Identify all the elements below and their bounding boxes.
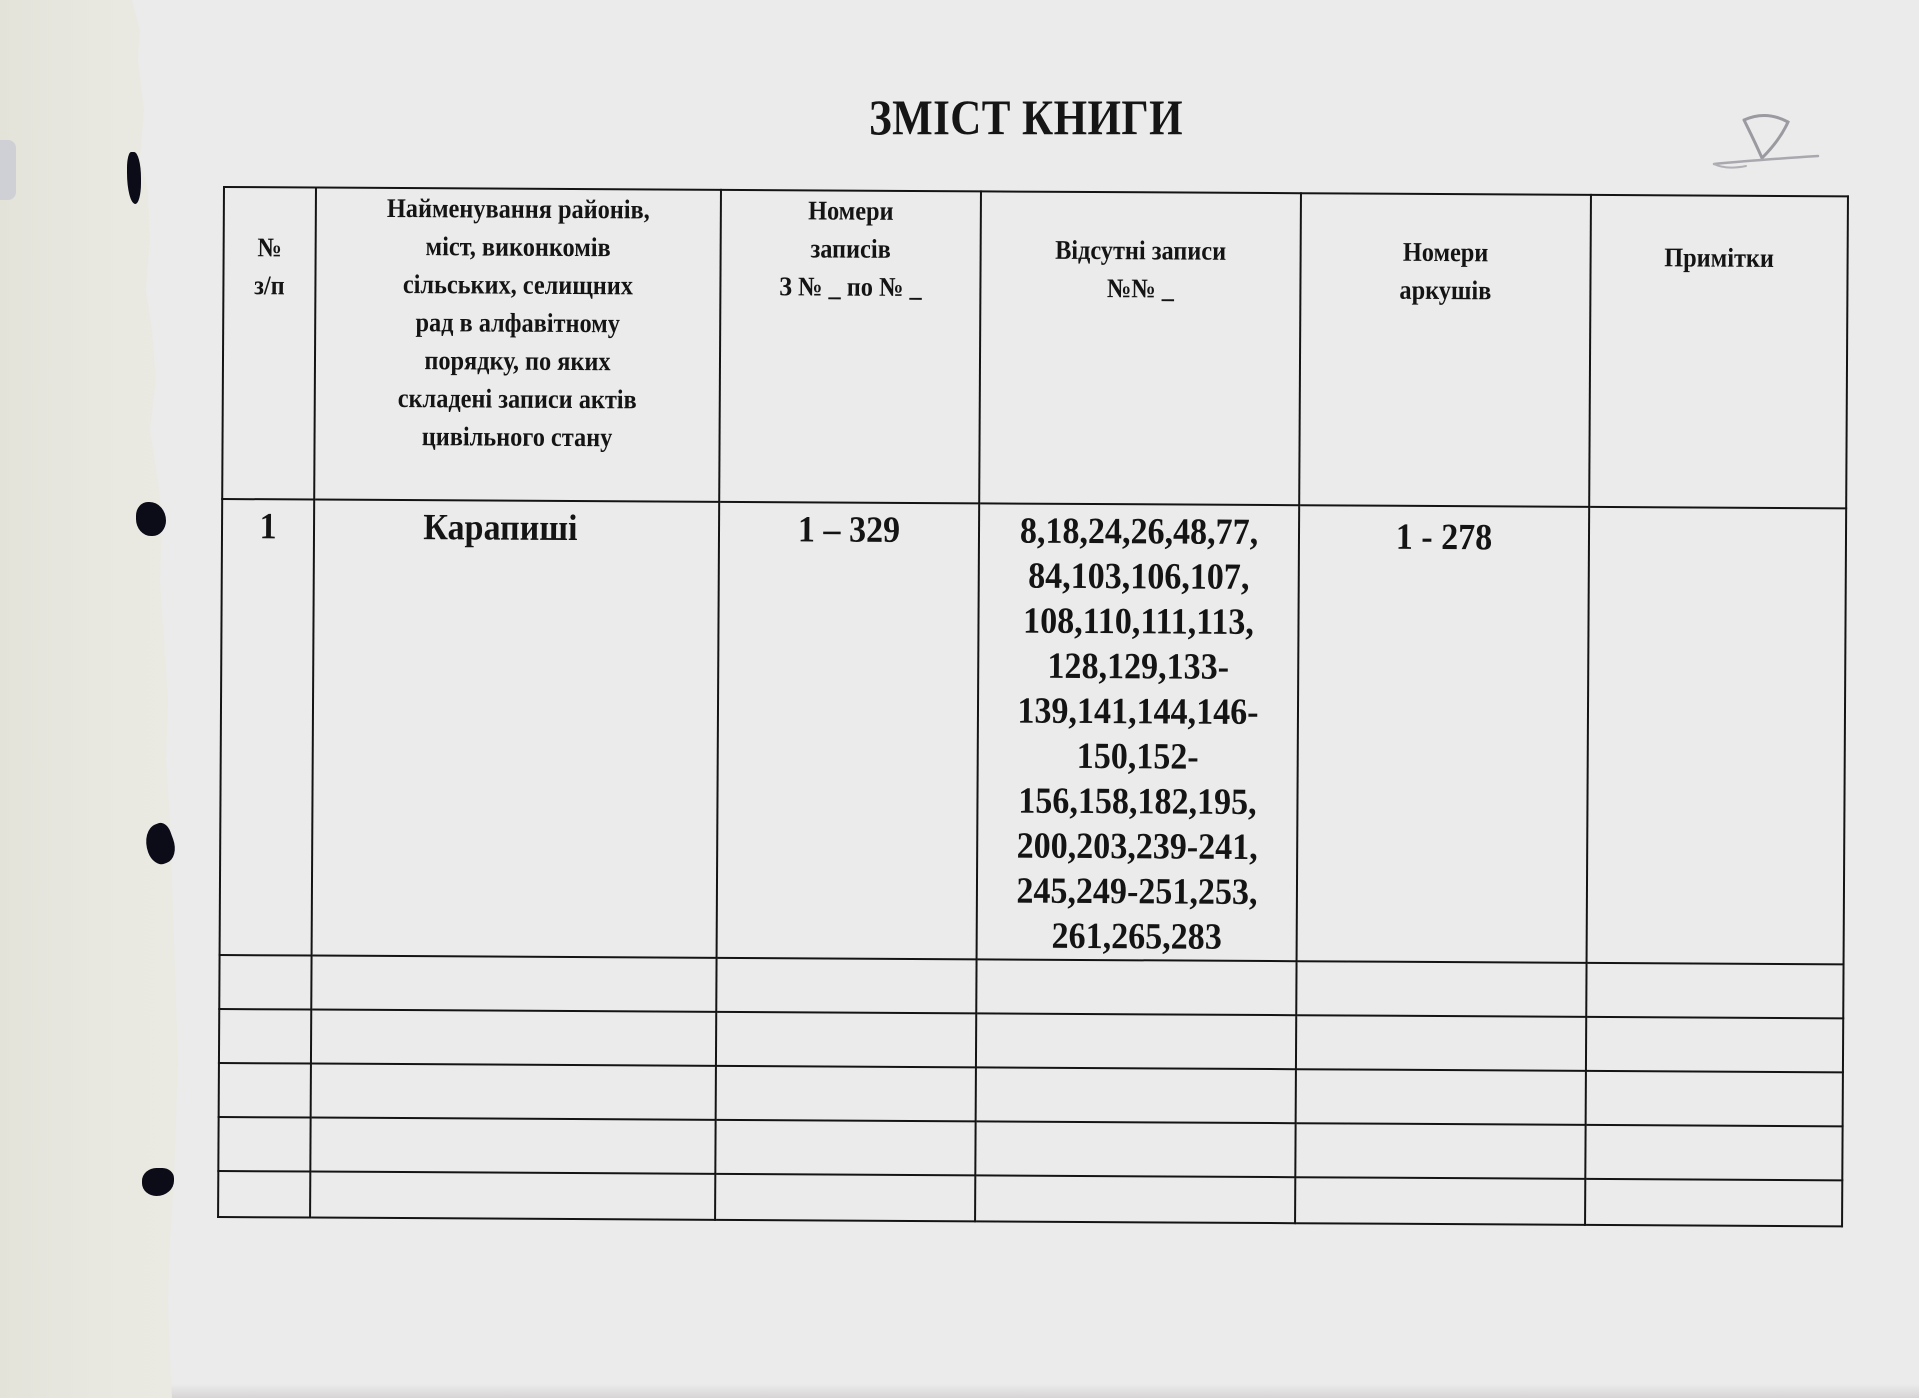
header-record-numbers: Номери записів З № _ по № _ <box>719 190 981 503</box>
row-record-range: 1 – 329 <box>717 502 980 959</box>
document-title: ЗМІСТ КНИГИ <box>868 89 1184 145</box>
empty-table-row <box>218 1117 1842 1180</box>
header-name: Найменування районів, міст, виконкомів сільських, селищних рад в алфавітному порядку, по яких складені записи актів цивільного стану <box>314 188 721 502</box>
table-row <box>220 499 1847 964</box>
row-name: Карапиші <box>312 500 720 958</box>
row-missing-records: 8,18,24,26,48,77, 84,103,106,107, 108,110,111,113, 128,129,133- 139,141,144,146- 150,152- 156,158,182,195, 200,203,239-241, 245,249-251,253, 261,265,283 <box>977 503 1300 961</box>
empty-table-row <box>218 1171 1842 1226</box>
header-index: № з/п <box>222 187 316 500</box>
binding-hole <box>136 502 166 536</box>
binding-hole <box>127 152 141 204</box>
handwritten-page-number <box>1706 100 1826 180</box>
header-sheet-numbers: Номери аркушів <box>1299 193 1591 507</box>
header-missing-records: Відсутні записи №№ _ <box>979 191 1301 505</box>
empty-table-row <box>219 1009 1843 1072</box>
empty-table-row <box>219 1063 1843 1126</box>
table-of-contents <box>217 186 1847 1227</box>
row-sheet-range: 1 - 278 <box>1297 505 1590 963</box>
row-index: 1 <box>220 499 315 956</box>
background-shadow <box>0 140 16 200</box>
header-row <box>222 187 1848 508</box>
header-notes: Примітки <box>1589 195 1848 508</box>
empty-table-row <box>219 955 1843 1018</box>
sheet-bottom-shadow <box>160 1384 1919 1398</box>
row-notes <box>1587 507 1847 964</box>
toc-table <box>217 186 1849 1227</box>
